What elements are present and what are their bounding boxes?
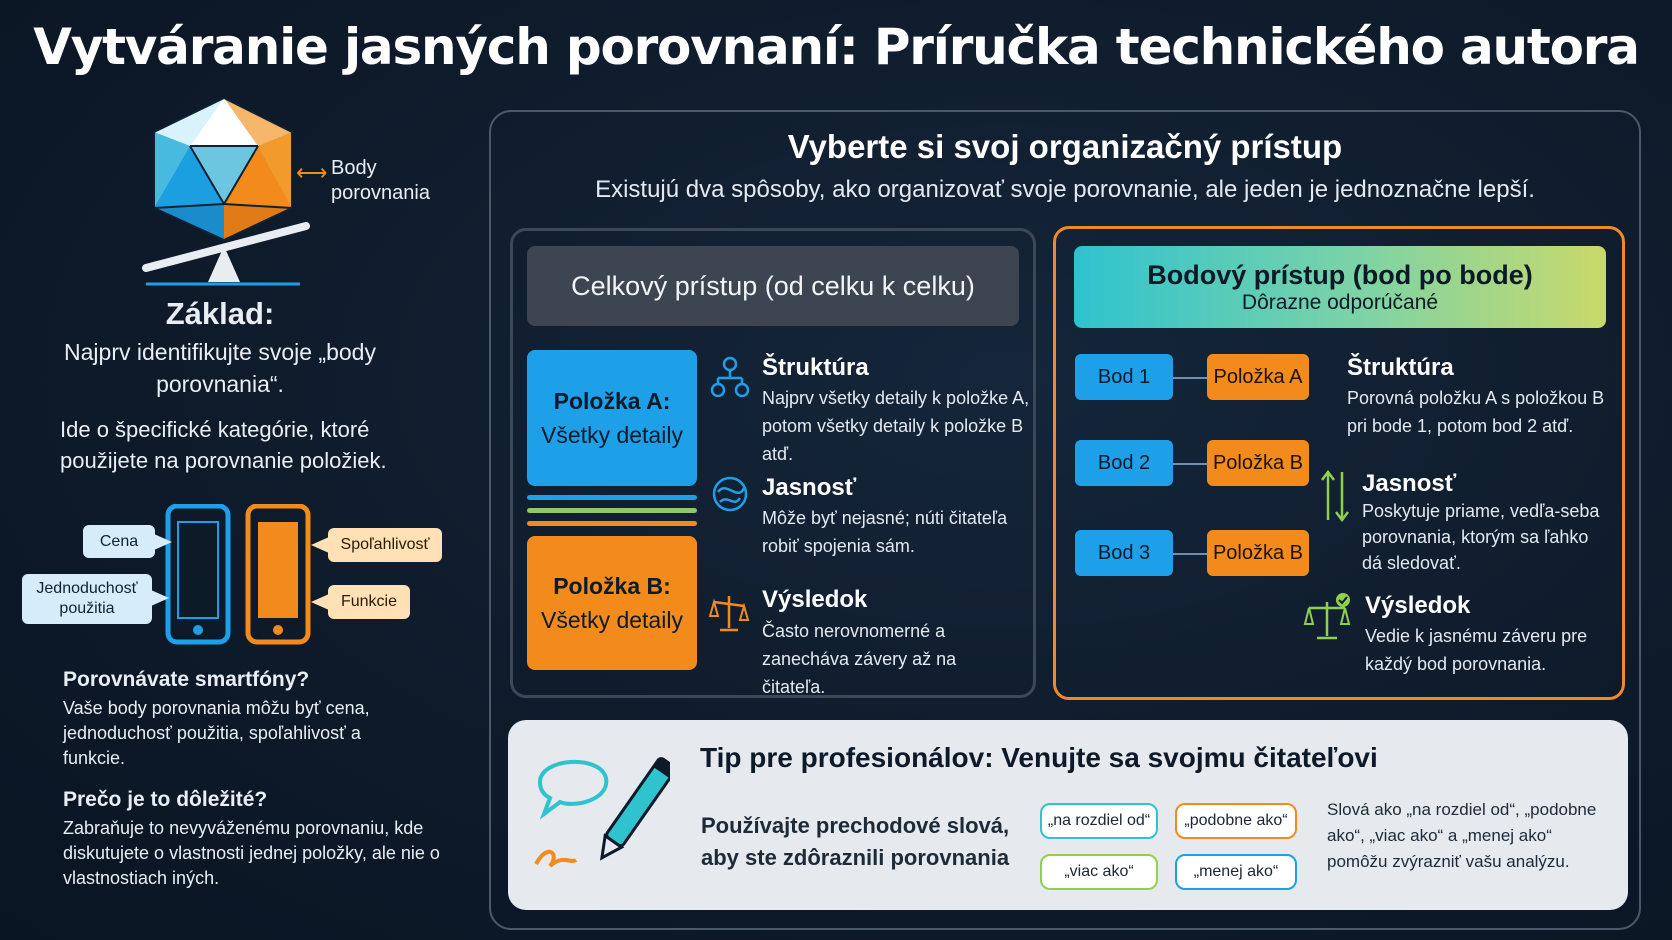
pro-tip-heading: Tip pre profesionálov: Venujte sa svojmu čitateľovi bbox=[700, 742, 1378, 773]
chip-menej-ako: „menej ako“ bbox=[1175, 854, 1297, 890]
item-a-block bbox=[527, 350, 697, 486]
point-clarity-text: Poskytuje priame, vedľa-seba porovnania, ktorým sa ľahko dá sledovať. bbox=[1362, 501, 1600, 573]
connector bbox=[1173, 463, 1207, 465]
item-a-title: Položka A: bbox=[553, 388, 671, 414]
recommended-badge: Dôrazne odporúčané bbox=[1241, 290, 1439, 314]
why-text: Zabraňuje to nevyváženému porovnaniu, kde diskutujete o vlastnosti jednej položky, ale nie o vlastnostiach iných. bbox=[63, 818, 440, 888]
basis-detail: Ide o špecifické kategórie, ktoré použijete na porovnanie položiek. bbox=[60, 417, 387, 473]
scale-icon bbox=[708, 592, 750, 634]
chip-na-rozdiel-od: „na rozdiel od“ bbox=[1040, 803, 1158, 839]
item-b-sub: Všetky detaily bbox=[541, 607, 683, 633]
bubble-ease-of-use: Jednoduchosť použitia bbox=[22, 574, 152, 624]
basis-heading: Základ: bbox=[165, 296, 275, 331]
structure-icon bbox=[710, 356, 750, 400]
why-heading: Prečo je to dôležité? bbox=[63, 788, 268, 811]
separator-orange bbox=[527, 521, 697, 526]
smartphones-text: Vaše body porovnania môžu byť cena, jednoduchosť použitia, spoľahlivosť a funkcie. bbox=[63, 698, 370, 768]
point-result-title: Výsledok bbox=[1365, 592, 1471, 619]
pro-tip-note: Slová ako „na rozdiel od“, „podobne ako“, „viac ako“ a „menej ako“ pomôžu zvýrazniť vašu analýzu. bbox=[1327, 800, 1597, 871]
smartphones-icon bbox=[164, 504, 314, 646]
item-b-block bbox=[527, 536, 697, 670]
balanced-scale-check-icon bbox=[1303, 592, 1355, 644]
point-clarity-title: Jasnosť bbox=[1362, 470, 1457, 497]
tangled-icon bbox=[710, 474, 750, 514]
connector bbox=[1173, 377, 1207, 379]
bubble-price: Cena bbox=[83, 525, 155, 558]
whole-clarity-text: Môže byť nejasné; núti čitateľa robiť spojenia sám. bbox=[762, 508, 1008, 556]
approach-subheading: Existujú dva spôsoby, ako organizovať svoje porovnanie, ale jeden je jednoznačne lepší. bbox=[595, 176, 1535, 203]
whole-result-title: Výsledok bbox=[762, 586, 868, 613]
points-label: Body porovnania bbox=[331, 157, 430, 204]
basis-text: Najprv identifikujte svoje „body porovnania“. bbox=[64, 339, 376, 397]
speech-bubble-pen-icon bbox=[530, 742, 670, 882]
page-title: Vytváranie jasných porovnaní: Príručka technického autora bbox=[33, 18, 1639, 76]
whole-approach-heading: Celkový prístup (od celku k celku) bbox=[527, 246, 1019, 326]
point-3: Bod 3 bbox=[1075, 530, 1173, 576]
point-structure-title: Štruktúra bbox=[1347, 354, 1454, 381]
point-2: Bod 2 bbox=[1075, 440, 1173, 486]
separator-blue bbox=[527, 495, 697, 500]
point-1-item: Položka A bbox=[1207, 354, 1309, 400]
approach-heading: Vyberte si svoj organizačný prístup bbox=[787, 128, 1343, 165]
point-structure-text: Porovná položku A s položkou B pri bode 1, potom bod 2 atď. bbox=[1347, 388, 1605, 436]
whole-result-text: Často nerovnomerné a zanecháva závery až na čitateľa. bbox=[762, 621, 957, 697]
whole-structure-title: Štruktúra bbox=[762, 354, 869, 381]
point-3-item: Položka B bbox=[1207, 530, 1309, 576]
point-1: Bod 1 bbox=[1075, 354, 1173, 400]
balance-diagram-icon bbox=[130, 96, 320, 286]
bubble-features: Funkcie bbox=[328, 585, 410, 619]
bubble-reliability: Spoľahlivosť bbox=[328, 528, 442, 562]
chip-viac-ako: „viac ako“ bbox=[1040, 854, 1158, 890]
bubble-tail bbox=[151, 590, 169, 606]
point-approach-header bbox=[1074, 246, 1606, 328]
bubble-tail bbox=[154, 534, 172, 550]
point-result-text: Vedie k jasnému záveru pre každý bod porovnania. bbox=[1365, 626, 1588, 674]
whole-clarity-title: Jasnosť bbox=[762, 474, 857, 501]
double-arrow-icon: ⟷ bbox=[296, 160, 328, 185]
pro-tip-lead: Používajte prechodové slová, aby ste zdôraznili porovnania bbox=[701, 813, 1010, 870]
separator-green bbox=[527, 508, 697, 513]
smartphones-heading: Porovnávate smartfóny? bbox=[63, 668, 310, 691]
point-2-item: Položka B bbox=[1207, 440, 1309, 486]
item-a-sub: Všetky detaily bbox=[541, 422, 683, 448]
bubble-tail bbox=[311, 537, 329, 553]
bubble-tail bbox=[311, 594, 329, 610]
point-approach-heading: Bodový prístup (bod po bode) bbox=[1147, 259, 1533, 290]
connector bbox=[1173, 553, 1207, 555]
item-b-title: Položka B: bbox=[553, 573, 671, 599]
chip-podobne-ako: „podobne ako“ bbox=[1175, 803, 1297, 839]
up-down-arrows-icon bbox=[1320, 468, 1350, 524]
whole-structure-text: Najprv všetky detaily k položke A, potom všetky detaily k položke B atď. bbox=[762, 388, 1030, 464]
